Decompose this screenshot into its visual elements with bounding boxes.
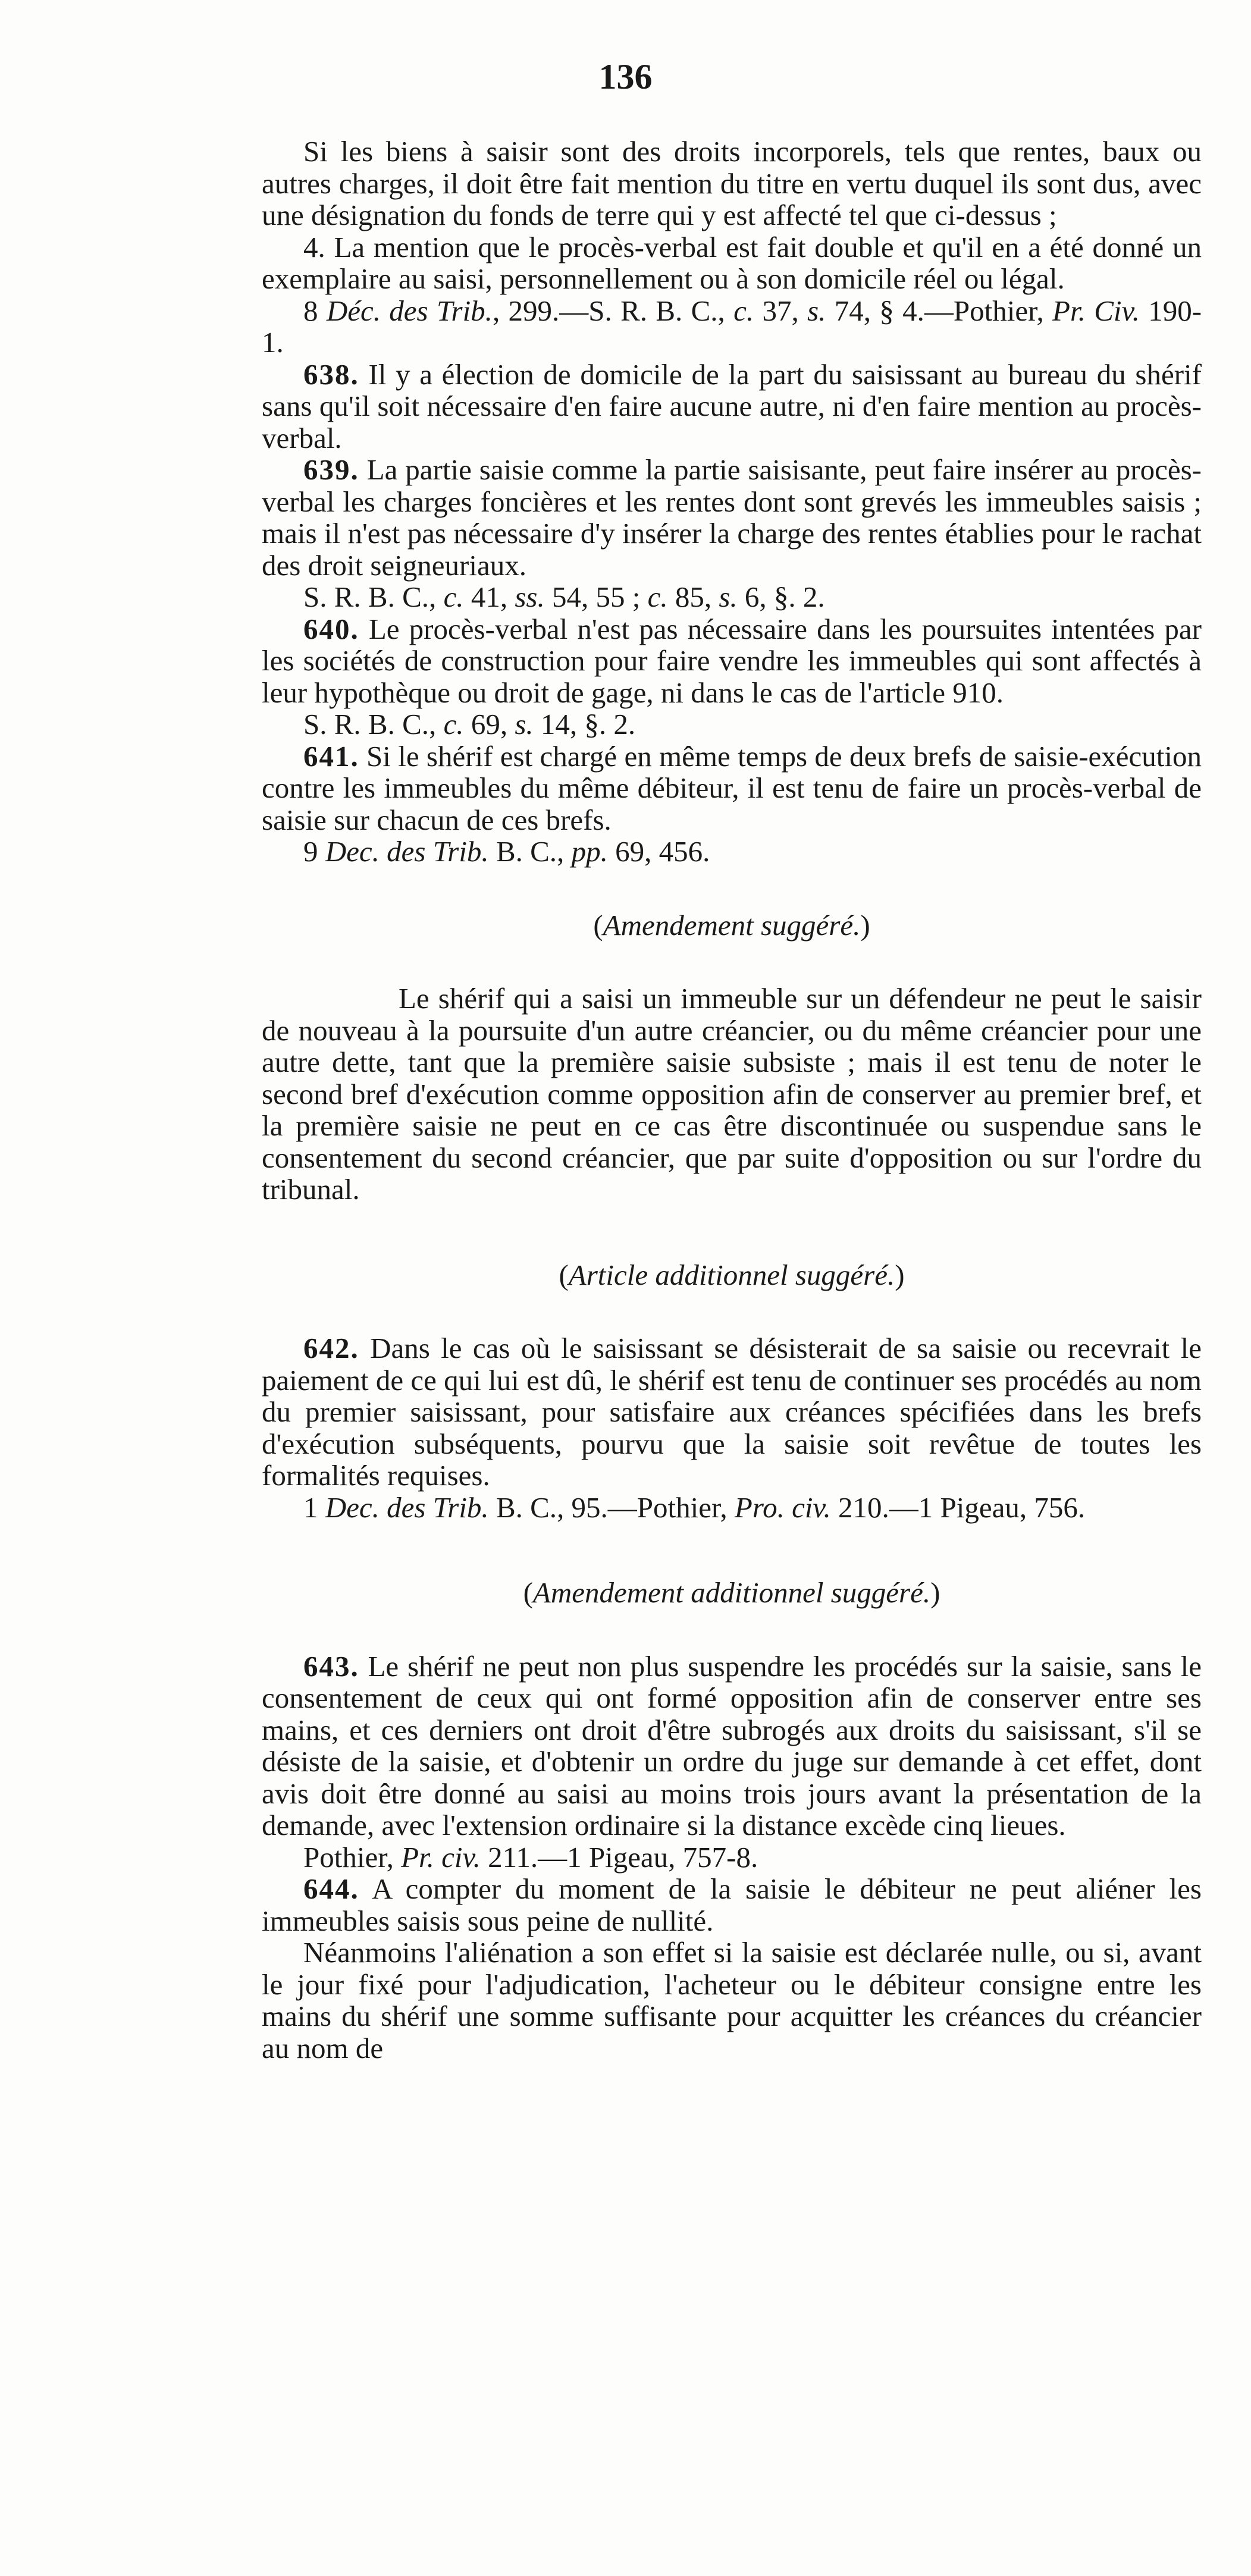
section-heading: (Amendement suggéré.) (593, 908, 870, 942)
page-number: 136 (598, 57, 653, 96)
article-640: 640. Le procès-verbal n'est pas nécessaire dans les poursuites intentées par les sociétés de construction pour faire vendre les immeubles qui sont affectés à leur hypothèque ou droit de gage, ni dans le cas de l'article 910. (262, 612, 1202, 709)
article-643: 643. Le shérif ne peut non plus suspendre les procédés sur la saisie, sans le consentement de ceux qui ont formé opposition afin de conserver entre ses mains, et ces derniers ont droit d'être subrogés aux droits du saisissant, s'il se désiste de la saisie, et d'obtenir un ordre du juge sur demande à cet effet, dont avis doit être donné au saisi au moins trois jours avant la présentation de la demande, avec l'extension ordinaire si la distance excède cinq lieues. (262, 1649, 1202, 1841)
citation: S. R. B. C., c. 69, s. 14, §. 2. (303, 708, 636, 741)
article-number: 638. (303, 357, 359, 391)
paragraph: 4. La mention que le procès-verbal est fait double et qu'il en a été donné un exemplaire au saisi, personnellement ou à son domicile réel ou légal. (262, 230, 1202, 295)
citation: 1 Dec. des Trib. B. C., 95.—Pothier, Pro. civ. 210.—1 Pigeau, 756. (303, 1491, 1086, 1524)
section-heading: (Amendement additionnel suggéré.) (523, 1576, 940, 1609)
citation: Pothier, Pr. civ. 211.—1 Pigeau, 757-8. (303, 1840, 758, 1874)
article-number: 640. (303, 612, 359, 645)
text-column (262, 136, 1202, 2064)
article-642: 642. Dans le cas où le saisissant se désisterait de sa saisie ou recevrait le paiement de ce qui lui est dû, le shérif est tenu de continuer ses procédés au nom du premier saisissant, pour satisfaire aux créances spécifiées dans les brefs d'exécution subséquents, pourvu que la saisie soit revêtue de toutes les formalités requises. (262, 1332, 1202, 1492)
article-number: 644. (303, 1872, 359, 1905)
citation: S. R. B. C., c. 41, ss. 54, 55 ; c. 85, s. 6, §. 2. (303, 581, 825, 613)
amendment-text: Le shérif qui a saisi un immeuble sur un défendeur ne peut le saisir de nouveau à la poursuite d'un autre créancier, ou du même créancier pour une autre dette, tant que la première saisie subsiste ; mais il est tenu de noter le second bref d'exécution comme opposition afin de conserver au premier bref, et la première saisie ne peut en ce cas être discontinuée ou suspendue sans le consentement du second créancier, que par suite d'opposition ou sur l'ordre du tribunal. (262, 982, 1202, 1206)
article-644: 644. A compter du moment de la saisie le débiteur ne peut aliéner les immeubles saisis sous peine de nullité. (262, 1872, 1202, 1937)
article-number: 639. (303, 453, 359, 486)
paragraph: Si les biens à saisir sont des droits incorporels, tels que rentes, baux ou autres charges, il doit être fait mention du titre en vertu duquel ils sont dus, avec une désignation du fonds de terre qui y est affecté tel que ci-dessus ; (262, 135, 1202, 231)
article-641: 641. Si le shérif est chargé en même temps de deux brefs de saisie-exécution contre les immeubles du même débiteur, il est tenu de faire un procès-verbal de saisie sur chacun de ces brefs. (262, 739, 1202, 836)
article-number: 642. (303, 1332, 359, 1364)
paragraph: Néanmoins l'aliénation a son effet si la saisie est déclarée nulle, ou si, avant le jour fixé pour l'adjudication, l'acheteur ou le débiteur consigne entre les mains du shérif une somme suffisante pour acquitter les créances du créancier au nom de (262, 1936, 1202, 2064)
citation: 9 Dec. des Trib. B. C., pp. 69, 456. (303, 835, 710, 868)
citation: 8 Déc. des Trib., 299.—S. R. B. C., c. 37, s. 74, § 4.—Pothier, Pr. Civ. 190-1. (262, 294, 1202, 359)
article-639: 639. La partie saisie comme la partie saisisante, peut faire insérer au procès-verbal les charges foncières et les rentes dont sont grevés les immeubles saisis ; mais il n'est pas nécessaire d'y insérer la charge des rentes établies pour le rachat des droit seigneuriaux. (262, 453, 1202, 582)
article-number: 643. (303, 1649, 359, 1683)
section-heading: (Article additionnel suggéré.) (559, 1258, 905, 1291)
article-638: 638. Il y a élection de domicile de la part du saisissant au bureau du shérif sans qu'il soit nécessaire d'en faire aucune autre, ni d'en faire mention au procès-verbal. (262, 357, 1202, 454)
article-number: 641. (303, 739, 359, 773)
